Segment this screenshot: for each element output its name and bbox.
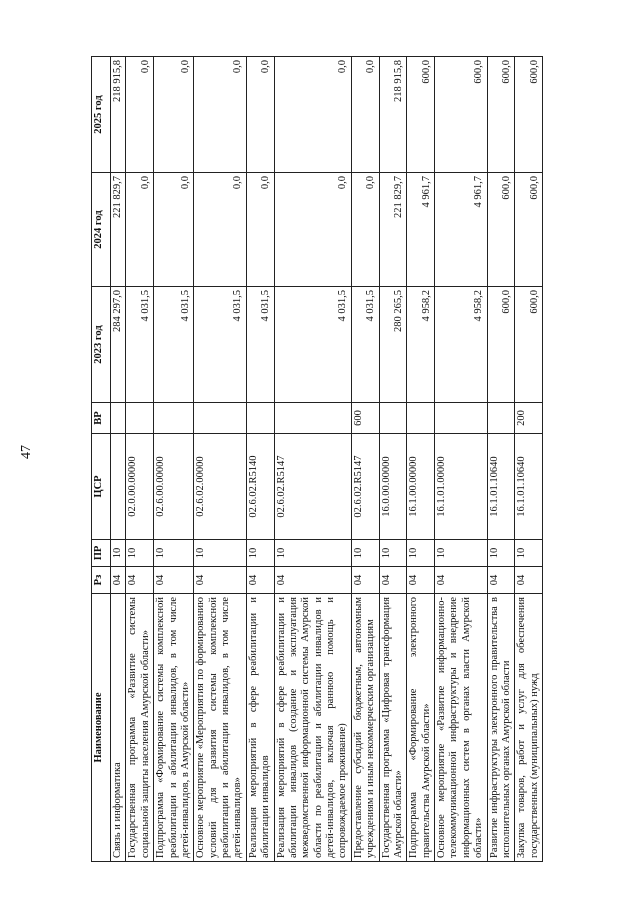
row-2025: 0,0 [246, 57, 274, 173]
row-vr [274, 403, 351, 434]
row-name: Реализация мероприятий в сфере реабилитации и абилитации инвалидов [246, 594, 274, 862]
table-row [126, 57, 154, 862]
row-2024: 600,0 [515, 173, 543, 287]
row-rz: 04 [435, 567, 488, 594]
table-row [154, 57, 194, 862]
row-2025: 0,0 [154, 57, 194, 173]
row-2024: 0,0 [246, 173, 274, 287]
row-pr: 10 [351, 540, 379, 567]
table-row [194, 57, 247, 862]
header-vr: ВР [92, 403, 111, 434]
row-2025: 0,0 [194, 57, 247, 173]
row-csr [111, 434, 126, 540]
row-vr [407, 403, 435, 434]
row-2023: 280 265,5 [379, 287, 407, 403]
row-2025: 600,0 [487, 57, 515, 173]
row-2025: 218 915,8 [379, 57, 407, 173]
row-2025: 600,0 [515, 57, 543, 173]
table-row [246, 57, 274, 862]
row-2023: 284 297,0 [111, 287, 126, 403]
header-rz: Рз [92, 567, 111, 594]
header-2025: 2025 год [92, 57, 111, 173]
table-header-row [92, 57, 111, 862]
row-rz: 04 [379, 567, 407, 594]
page-number: 47 [19, 445, 34, 459]
row-name: Закупка товаров, работ и услуг для обеспечения государственных (муниципальных) нужд [515, 594, 543, 862]
row-2023: 4 031,5 [126, 287, 154, 403]
row-pr: 10 [379, 540, 407, 567]
row-csr: 02.6.02.R5147 [351, 434, 379, 540]
row-csr: 16.1.01.10640 [487, 434, 515, 540]
row-pr: 10 [487, 540, 515, 567]
row-rz: 04 [126, 567, 154, 594]
table-row [515, 57, 543, 862]
row-2023: 600,0 [487, 287, 515, 403]
header-2023: 2023 год [92, 287, 111, 403]
row-rz: 04 [515, 567, 543, 594]
row-csr: 16.1.01.10640 [515, 434, 543, 540]
row-pr: 10 [111, 540, 126, 567]
row-name: Подпрограмма «Формирование системы комплексной реабилитации и абилитации инвалидов, в том числе детей-инвалидов, в Амурской области» [154, 594, 194, 862]
row-rz: 04 [246, 567, 274, 594]
row-name: Реализация мероприятий в сфере реабилитации и абилитации инвалидов (создание и эксплуатация межведомственной информационной системы Амурской области по реабилитации и абилитации инвалидов и детей-инвалидов, включая раннюю помощь и сопровождаемое проживание) [274, 594, 351, 862]
row-csr: 16.1.01.00000 [435, 434, 488, 540]
row-2025: 0,0 [274, 57, 351, 173]
row-2023: 4 031,5 [194, 287, 247, 403]
row-name: Развитие инфраструктуры электронного правительства в исполнительных органах Амурской области [487, 594, 515, 862]
row-rz: 04 [111, 567, 126, 594]
row-name: Подпрограмма «Формирование электронного правительства Амурской области» [407, 594, 435, 862]
row-vr [246, 403, 274, 434]
row-2024: 0,0 [154, 173, 194, 287]
row-name: Основное мероприятие «Развитие информационно-телекоммуникационной инфраструктуры и внедрение информационных систем в органах власти Амурской области» [435, 594, 488, 862]
row-2025: 600,0 [435, 57, 488, 173]
row-rz: 04 [487, 567, 515, 594]
row-vr [435, 403, 488, 434]
row-vr [154, 403, 194, 434]
row-name: Государственная программа «Развитие системы социальной защиты населения Амурской области» [126, 594, 154, 862]
table-row [351, 57, 379, 862]
row-2024: 4 961,7 [407, 173, 435, 287]
row-2023: 4 031,5 [154, 287, 194, 403]
row-pr: 10 [154, 540, 194, 567]
row-2025: 0,0 [126, 57, 154, 173]
row-2024: 600,0 [487, 173, 515, 287]
row-vr [379, 403, 407, 434]
row-pr: 10 [274, 540, 351, 567]
row-csr: 16.0.00.00000 [379, 434, 407, 540]
row-2025: 0,0 [351, 57, 379, 173]
row-pr: 10 [194, 540, 247, 567]
row-rz: 04 [274, 567, 351, 594]
row-name: Государственная программа «Цифровая трансформация Амурской области» [379, 594, 407, 862]
row-2024: 0,0 [351, 173, 379, 287]
row-pr: 10 [126, 540, 154, 567]
header-csr: ЦСР [92, 434, 111, 540]
row-vr [194, 403, 247, 434]
table-row [379, 57, 407, 862]
header-2024: 2024 год [92, 173, 111, 287]
row-rz: 04 [154, 567, 194, 594]
row-2023: 4 031,5 [351, 287, 379, 403]
row-csr: 16.1.00.00000 [407, 434, 435, 540]
table-row [274, 57, 351, 862]
row-pr: 10 [515, 540, 543, 567]
row-2024: 0,0 [126, 173, 154, 287]
row-csr: 02.6.02.R5140 [246, 434, 274, 540]
row-2024: 4 961,7 [435, 173, 488, 287]
row-name: Связь и информатика [111, 594, 126, 862]
row-vr: 200 [515, 403, 543, 434]
row-rz: 04 [194, 567, 247, 594]
row-pr: 10 [407, 540, 435, 567]
row-pr: 10 [246, 540, 274, 567]
row-csr: 02.0.00.00000 [126, 434, 154, 540]
row-2024: 221 829,7 [111, 173, 126, 287]
row-csr: 02.6.02.R5147 [274, 434, 351, 540]
row-2023: 4 958,2 [407, 287, 435, 403]
row-2025: 600,0 [407, 57, 435, 173]
row-2025: 218 915,8 [111, 57, 126, 173]
row-vr [111, 403, 126, 434]
table-row [407, 57, 435, 862]
budget-table-rotated [91, 57, 640, 862]
row-vr: 600 [351, 403, 379, 434]
table-row [111, 57, 126, 862]
row-rz: 04 [407, 567, 435, 594]
row-vr [126, 403, 154, 434]
table-row [487, 57, 515, 862]
row-name: Предоставление субсидий бюджетным, автономным учреждениям и иным некоммерческим организациям [351, 594, 379, 862]
row-2023: 4 031,5 [274, 287, 351, 403]
header-name: Наименование [92, 594, 111, 862]
table-row [435, 57, 488, 862]
row-2023: 4 031,5 [246, 287, 274, 403]
budget-table [91, 56, 543, 862]
row-pr: 10 [435, 540, 488, 567]
row-csr: 02.6.00.00000 [154, 434, 194, 540]
row-2023: 4 958,2 [435, 287, 488, 403]
row-csr: 02.6.02.00000 [194, 434, 247, 540]
row-2024: 0,0 [194, 173, 247, 287]
row-2024: 221 829,7 [379, 173, 407, 287]
row-2023: 600,0 [515, 287, 543, 403]
row-vr [487, 403, 515, 434]
row-name: Основное мероприятие «Мероприятия по формированию условий для развития системы комплексной реабилитации и абилитации инвалидов, в том числе детей-инвалидов» [194, 594, 247, 862]
header-pr: ПР [92, 540, 111, 567]
row-rz: 04 [351, 567, 379, 594]
row-2024: 0,0 [274, 173, 351, 287]
